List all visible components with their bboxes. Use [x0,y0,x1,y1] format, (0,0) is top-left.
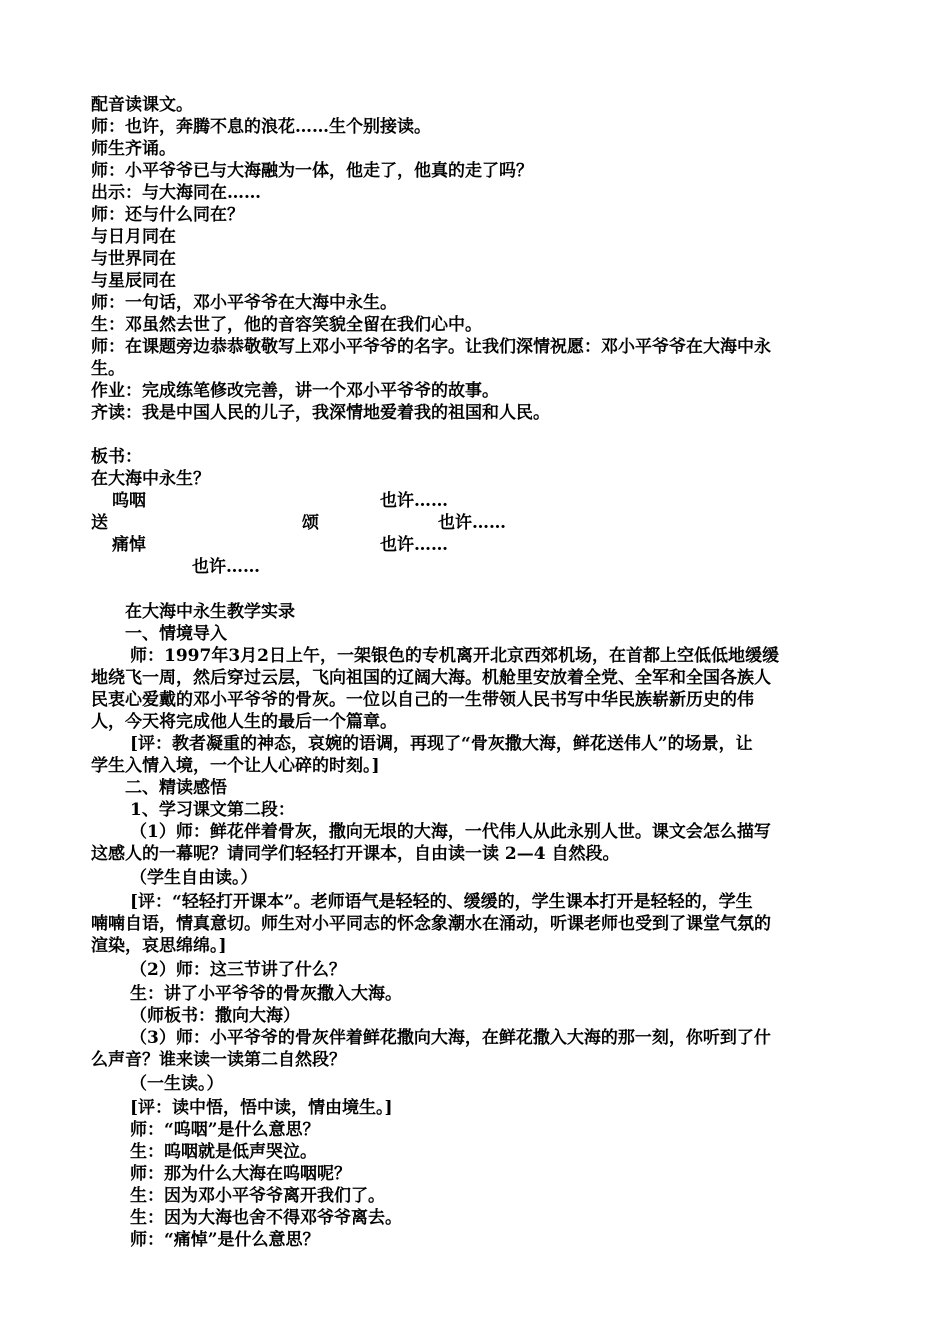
text-line: 师生齐诵。 [91,139,176,159]
text-line: 师：也许，奔腾不息的浪花……生个别接读。 [91,117,431,137]
text-line: 与星辰同在 [91,271,176,291]
text-line: 师：一句话，邓小平爷爷在大海中永生。 [91,293,397,313]
text-line: 生。 [91,359,125,379]
paragraph-line: （一生读。） [130,1074,224,1094]
board-tongdao: 痛悼 [112,535,146,555]
comment-line: 学生入情入境，一个让人心碎的时刻。] [91,756,380,776]
section-heading: 二、精读感悟 [125,778,227,798]
paragraph-line: 人，今天将完成他人生的最后一个篇章。 [91,712,397,732]
board-yexu-3: 也许…… [380,535,448,555]
paragraph-line: 生：讲了小平爷爷的骨灰撒入大海。 [130,984,402,1004]
sub-heading: 1、学习课文第二段： [130,800,295,820]
comment-line: 渲染，哀思绵绵。] [91,936,227,956]
dialogue-line: 生：呜咽就是低声哭泣。 [130,1142,317,1162]
dialogue-line: 生：因为邓小平爷爷离开我们了。 [130,1186,385,1206]
text-line: 配音读课文。 [91,95,193,115]
board-song: 送 [91,513,108,533]
board-yexu-1: 也许…… [380,491,448,511]
text-line: 出示：与大海同在…… [91,183,261,203]
board-song-word: 颂 [302,513,319,533]
dialogue-line: 生：因为大海也舍不得邓爷爷离去。 [130,1208,402,1228]
paragraph-line: 师：1997年3月2日上午，一架银色的专机离开北京西郊机场，在首都上空低低地缓缓 [130,646,779,666]
paragraph-line: 这感人的一幕呢？请同学们轻轻打开课本，自由读一读 2—4 自然段。 [91,844,620,864]
text-line: 师：在课题旁边恭恭敬敬写上邓小平爷爷的名字。让我们深情祝愿：邓小平爷爷在大海中永 [91,337,771,357]
text-line: 与世界同在 [91,249,176,269]
paragraph-line: （3）师：小平爷爷的骨灰伴着鲜花撒向大海，在鲜花撒入大海的那一刻，你听到了什 [130,1028,771,1048]
paragraph-line: 地绕飞一周，然后穿过云层，飞向祖国的辽阔大海。机舱里安放着全党、全军和全国各族人 [91,668,771,688]
text-line: 生：邓虽然去世了，他的音容笑貌全留在我们心中。 [91,315,482,335]
comment-line: [评：读中悟，悟中读，情由境生。] [130,1098,393,1118]
dialogue-line: 师：“痛悼”是什么意思？ [130,1230,320,1250]
board-yexu-4: 也许…… [192,557,260,577]
comment-line: [评：“轻轻打开课本”。老师语气是轻轻的、缓缓的，学生课本打开是轻轻的，学生 [130,892,753,912]
paragraph-line: （学生自由读。） [130,868,258,888]
paragraph-line: （师板书：撒向大海） [130,1006,300,1026]
paragraph-line: （2）师：这三节讲了什么？ [130,960,346,980]
board-label: 板书： [91,447,142,467]
comment-line: [评：教者凝重的神态，哀婉的语调，再现了“骨灰撒大海，鲜花送伟人”的场景，让 [130,734,753,754]
paragraph-line: （1）师：鲜花伴着骨灰，撒向无垠的大海，一代伟人从此永别人世。课文会怎么描写 [130,822,771,842]
section-heading: 一、情境导入 [125,624,227,644]
paragraph-line: 么声音？谁来读一读第二自然段？ [91,1050,346,1070]
text-line: 师：还与什么同在？ [91,205,244,225]
text-line: 作业：完成练笔修改完善，讲一个邓小平爷爷的故事。 [91,381,499,401]
dialogue-line: 师：“呜咽”是什么意思？ [130,1120,320,1140]
record-title: 在大海中永生教学实录 [125,602,295,622]
paragraph-line: 民衷心爱戴的邓小平爷爷的骨灰。一位以自己的一生带领人民书写中华民族崭新历史的伟 [91,690,754,710]
dialogue-line: 师：那为什么大海在呜咽呢？ [130,1164,351,1184]
board-yexu-2: 也许…… [438,513,506,533]
text-line: 师：小平爷爷已与大海融为一体，他走了，他真的走了吗？ [91,161,533,181]
comment-line: 喃喃自语，情真意切。师生对小平同志的怀念象潮水在涌动，听课老师也受到了课堂气氛的 [91,914,771,934]
board-wuyan: 呜咽 [112,491,146,511]
text-line: 齐读：我是中国人民的儿子，我深情地爱着我的祖国和人民。 [91,403,550,423]
board-title: 在大海中永生？ [91,469,210,489]
text-line: 与日月同在 [91,227,176,247]
